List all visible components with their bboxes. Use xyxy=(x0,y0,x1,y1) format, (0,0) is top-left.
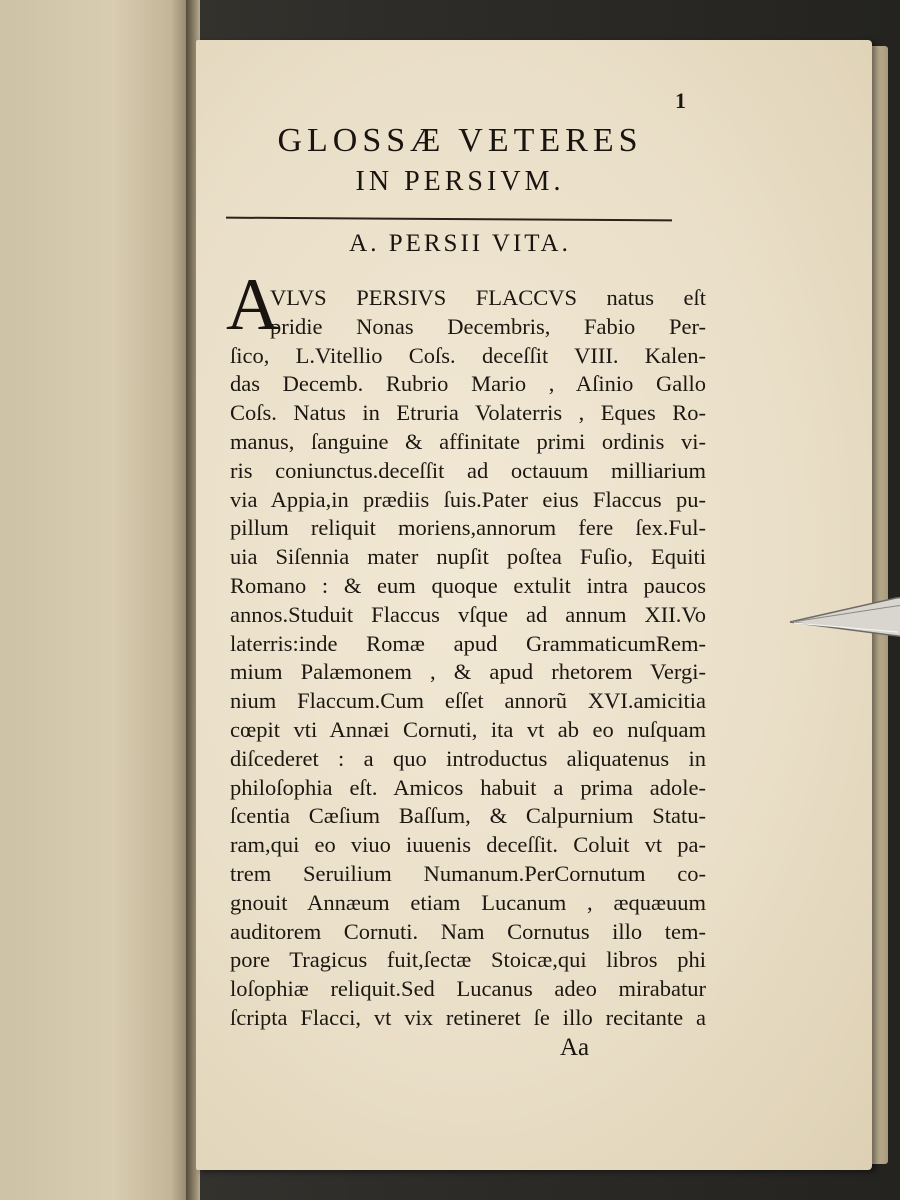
text-line: manus, ſanguine & affinitate primi ordinis vi- xyxy=(230,429,706,454)
text-line: ram,qui eo viuo iuuenis deceſſit. Coluit vt pa- xyxy=(230,832,706,858)
left-page-verso xyxy=(0,0,192,1200)
text-line: diſcederet : a quo introductus aliquatenus in xyxy=(230,745,706,771)
text-line: pore Tragicus fuit,ſectæ Stoicæ,qui libros phi xyxy=(230,947,706,973)
text-line: ris coniunctus.deceſſit ad octauum milliarium xyxy=(230,457,706,483)
drop-cap: A xyxy=(226,264,280,346)
text-line: ſcentia Cæſium Baſſum, & Calpurnium Statu- xyxy=(230,803,706,829)
text-line: nium Flaccum.Cum eſſet annorũ XVI.amicitia xyxy=(230,688,706,714)
text-line: cœpit vti Annæi Cornuti, ita vt ab eo nuſquam xyxy=(230,717,706,742)
folio-number: 1 xyxy=(675,88,686,113)
text-line: Romano : & eum quoque extulit intra paucos xyxy=(230,573,706,598)
text-line: uia Siſennia mater nupſit poſtea Fuſio, Equiti xyxy=(230,544,706,570)
page-knife-blade xyxy=(786,592,900,650)
text-line: mium Palæmonem , & apud rhetorem Vergi- xyxy=(230,659,706,685)
text-line: loſophiæ reliquit.Sed Lucanus adeo mirabatur xyxy=(230,976,706,1002)
text-line: philoſophia eſt. Amicos habuit a prima adole- xyxy=(230,774,706,800)
catchword: Aa xyxy=(560,1034,590,1061)
text-line: pridie Nonas Decembris, Fabio Per- xyxy=(270,313,706,339)
text-line: laterris:inde Romæ apud GrammaticumRem- xyxy=(230,630,706,656)
text-line: das Decemb. Rubrio Mario , Aſinio Gallo xyxy=(230,371,706,397)
title-line-1: GLOSSÆ VETERES xyxy=(277,122,643,159)
text-line: Coſs. Natus in Etruria Volaterris , Eques Ro- xyxy=(230,400,706,426)
section-title: A. PERSII VITA. xyxy=(349,230,571,257)
text-line: ſcripta Flacci, vt vix retineret ſe illo recitante a xyxy=(230,1005,706,1030)
title-line-2: IN PERSIVM. xyxy=(355,166,565,197)
text-line: VLVS PERSIVS FLACCVS natus eſt xyxy=(270,285,706,310)
text-line: via Appia,in prædiis ſuis.Pater eius Flaccus pu- xyxy=(230,486,706,512)
text-line: pillum reliquit moriens,annorum fere ſex.Ful- xyxy=(230,515,706,541)
text-line: ſico, L.Vitellio Coſs. deceſſit VIII. Kalen- xyxy=(230,342,706,368)
text-line: gnouit Annæum etiam Lucanum , æquæuum xyxy=(230,889,706,915)
text-line: trem Seruilium Numanum.PerCornutum co- xyxy=(230,861,706,886)
text-line: auditorem Cornuti. Nam Cornutus illo tem- xyxy=(230,918,706,944)
text-line: annos.Studuit Flaccus vſque ad annum XII.Vo xyxy=(230,601,706,627)
